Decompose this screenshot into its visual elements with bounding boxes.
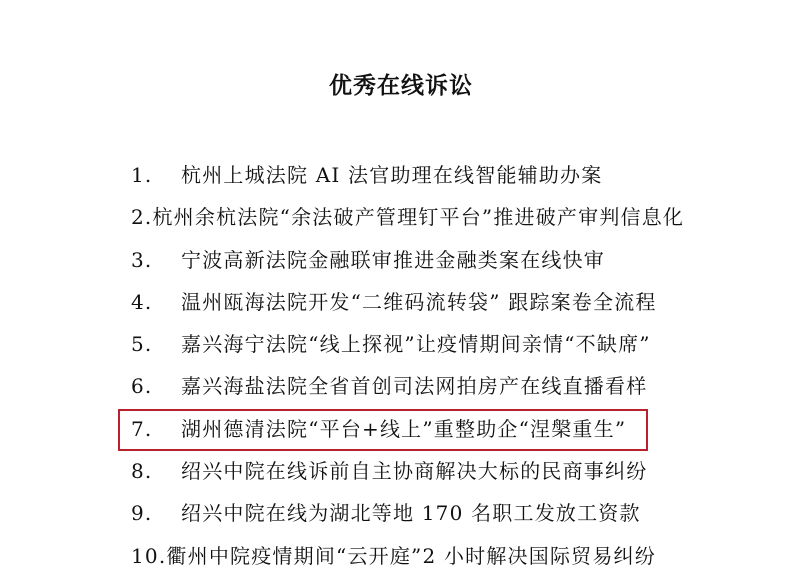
list-item — [131, 196, 791, 238]
item-text: 杭州余杭法院“余法破产管理钉平台”推进破产审判信息化 — [152, 205, 685, 230]
item-text: 绍兴中院在线为湖北等地 170 名职工发放工资款 — [181, 501, 641, 526]
item-list — [131, 154, 791, 577]
item-number: 9. — [131, 501, 153, 526]
list-item — [131, 239, 791, 281]
list-item — [131, 450, 791, 492]
list-item — [131, 281, 791, 323]
list-item — [131, 365, 791, 407]
list-item — [131, 535, 791, 577]
item-number: 10. — [131, 543, 167, 568]
item-number: 4. — [131, 289, 153, 314]
item-text: 嘉兴海宁法院“线上探视”让疫情期间亲情“不缺席” — [181, 332, 651, 357]
item-number: 8. — [131, 459, 153, 484]
item-number: 2. — [131, 205, 153, 230]
item-text: 杭州上城法院 AI 法官助理在线智能辅助办案 — [181, 163, 603, 187]
item-number: 1. — [131, 163, 153, 187]
item-text: 湖州德清法院“平台+线上”重整助企“涅槃重生” — [181, 416, 627, 441]
highlight-box — [118, 409, 648, 451]
list-item — [131, 154, 791, 196]
item-number: 5. — [131, 332, 153, 357]
item-text: 嘉兴海盐法院全省首创司法网拍房产在线直播看样 — [181, 374, 648, 399]
item-number: 6. — [131, 374, 153, 399]
page-title: 优秀在线诉讼 — [329, 72, 473, 99]
item-text: 宁波高新法院金融联审推进金融类案在线快审 — [181, 247, 605, 272]
item-number: 7. — [131, 416, 153, 441]
list-item — [131, 323, 791, 365]
item-text: 温州瓯海法院开发“二维码流转袋” 跟踪案卷全流程 — [181, 289, 657, 314]
list-item — [131, 492, 791, 534]
item-text: 衢州中院疫情期间“云开庭”2 小时解决国际贸易纠纷 — [166, 543, 656, 568]
item-text: 绍兴中院在线诉前自主协商解决大标的民商事纠纷 — [181, 459, 648, 484]
item-number: 3. — [131, 247, 153, 272]
